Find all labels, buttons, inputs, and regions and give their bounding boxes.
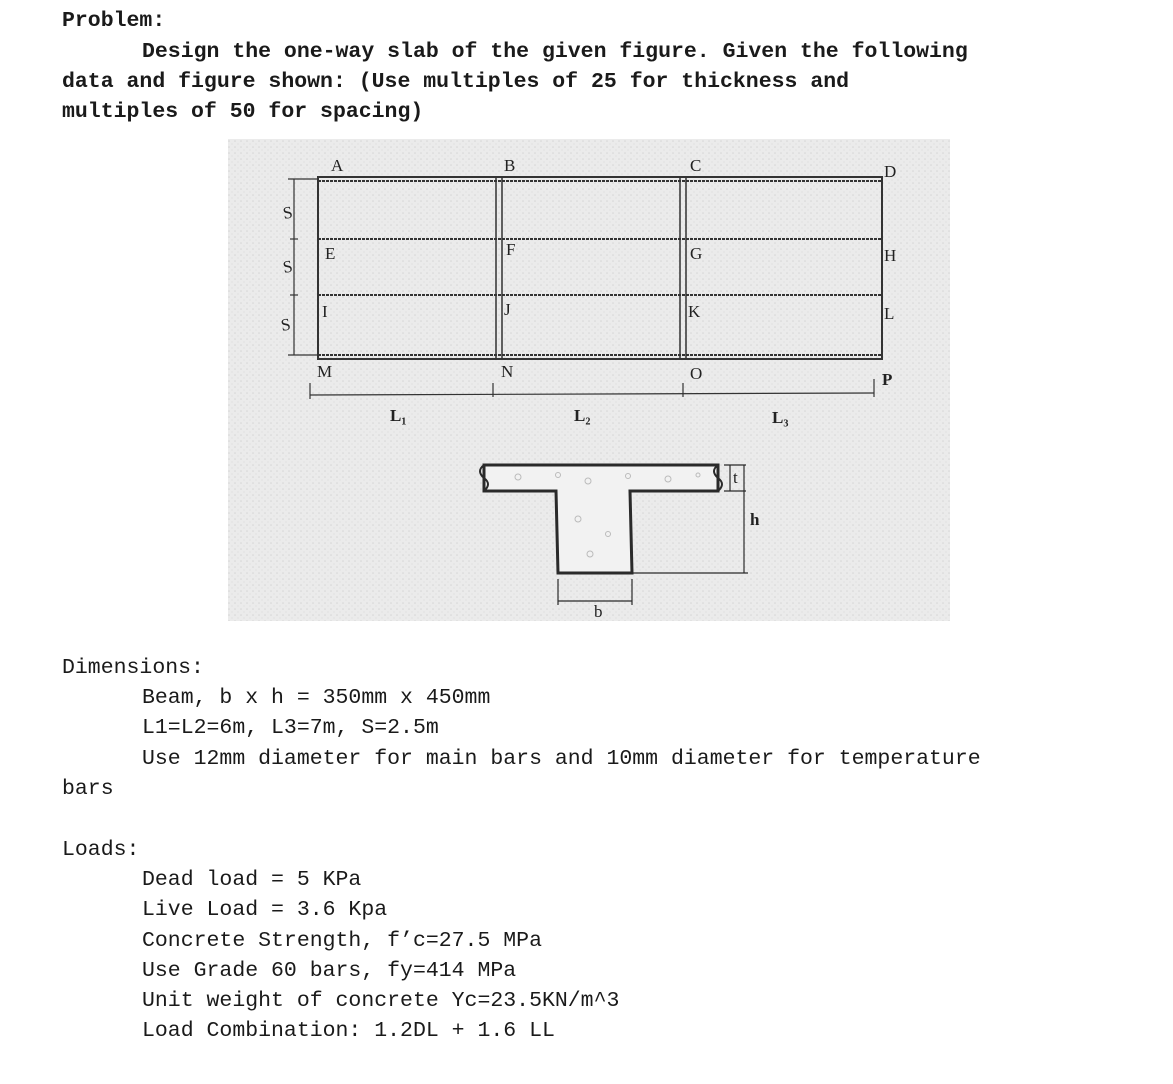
label-k: K — [688, 302, 701, 321]
problem-heading: Problem: — [62, 9, 166, 33]
span-label-2: L₂ — [574, 406, 591, 425]
s-label-3: S — [279, 314, 293, 335]
label-f: F — [506, 240, 516, 259]
label-p: P — [882, 370, 893, 389]
concrete-unit-weight: Unit weight of concrete Yc=23.5KN/m^3 — [142, 989, 620, 1013]
span-dimensions: L1=L2=6m, L3=7m, S=2.5m — [142, 716, 439, 740]
label-e: E — [325, 244, 336, 263]
s-label-1: S — [281, 202, 295, 223]
label-n: N — [501, 362, 514, 381]
label-i: I — [322, 302, 328, 321]
section-label-t: t — [733, 468, 738, 487]
label-m: M — [317, 362, 333, 381]
concrete-strength: Concrete Strength, f’c=27.5 MPa — [142, 929, 542, 953]
label-j: J — [504, 300, 511, 319]
span-label-3: L₃ — [772, 408, 789, 427]
label-l: L — [884, 304, 895, 323]
label-a: A — [331, 156, 344, 175]
dimensions-heading: Dimensions: — [62, 656, 204, 680]
problem-text-line-2: data and figure shown: (Use multiples of 25 for thickness and — [62, 70, 850, 94]
problem-text-line-3: multiples of 50 for spacing) — [62, 100, 424, 124]
label-o: O — [690, 364, 703, 383]
bar-sizes-line-2: bars — [62, 777, 114, 801]
dead-load: Dead load = 5 KPa — [142, 868, 362, 892]
beam-dimensions: Beam, b x h = 350mm x 450mm — [142, 686, 491, 710]
problem-text-line-1: Design the one-way slab of the given figure. Given the following — [142, 40, 968, 64]
label-d: D — [884, 162, 897, 181]
loads-heading: Loads: — [62, 838, 140, 862]
label-g: G — [690, 244, 703, 263]
bar-sizes-line-1: Use 12mm diameter for main bars and 10mm diameter for temperature — [142, 747, 981, 771]
label-b: B — [504, 156, 516, 175]
s-label-2: S — [281, 256, 295, 277]
label-c: C — [690, 156, 702, 175]
span-label-1: L₁ — [390, 406, 407, 425]
label-h: H — [884, 246, 897, 265]
load-combination: Load Combination: 1.2DL + 1.6 LL — [142, 1019, 555, 1043]
slab-figure — [228, 139, 950, 621]
section-label-b: b — [594, 602, 603, 621]
live-load: Live Load = 3.6 Kpa — [142, 898, 388, 922]
section-label-h: h — [750, 510, 760, 529]
steel-grade: Use Grade 60 bars, fy=414 MPa — [142, 959, 517, 983]
